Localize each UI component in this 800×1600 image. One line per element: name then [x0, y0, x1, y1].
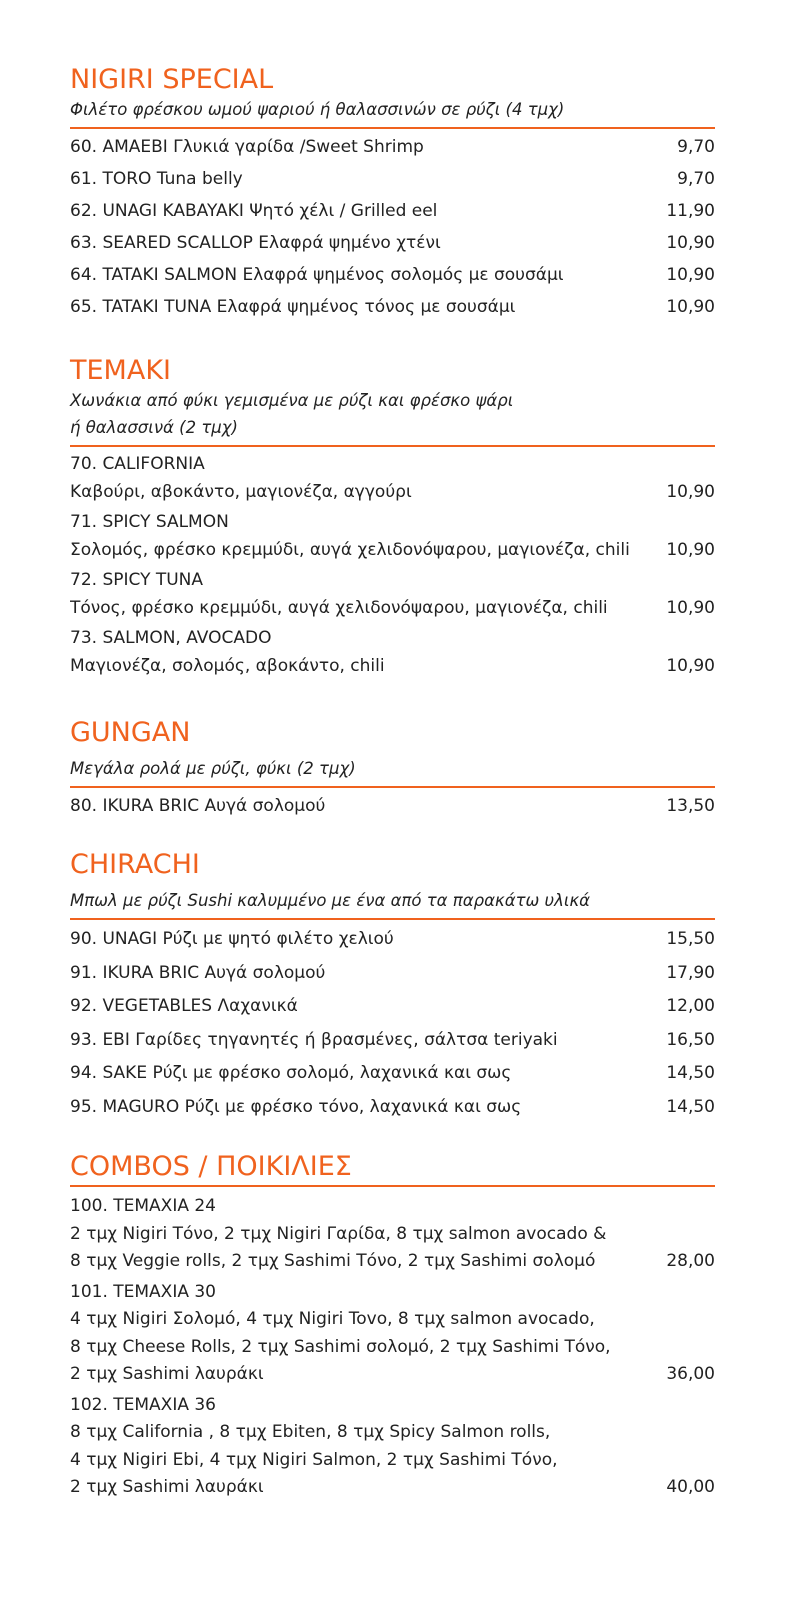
- item-price: 17,90: [666, 962, 715, 983]
- item-name: 100. TEMAXIA 24 2 τμχ Nigiri Τόνο, 2 τμχ Nigiri Γαρίδα, 8 τμχ salmon avocado & 8 τμχ Veggie rolls, 2 τμχ Sashimi Τόνο, 2 τμχ Sashimi σολομό: [70, 1196, 607, 1271]
- item-name: 95. MAGURO Ρύζι με φρέσκο τόνο, λαχανικά και σως: [70, 1096, 522, 1117]
- item-price: 36,00: [666, 1364, 715, 1384]
- menu-item: [70, 790, 715, 822]
- item-price: 10,90: [666, 481, 715, 502]
- item-name: 60. AMAEBI Γλυκιά γαρίδα /Sweet Shrimp: [70, 137, 424, 157]
- item-price: 16,50: [666, 1029, 715, 1050]
- section-divider: [70, 127, 715, 129]
- item-name: 70. CALIFORNIA Καβούρι, αβοκάντο, μαγιονέζα, αγγούρι: [70, 454, 412, 502]
- item-name: 80. IKURA BRIC Αυγά σολομού: [70, 796, 326, 816]
- item-price: 14,50: [666, 1096, 715, 1117]
- item-price: 10,90: [666, 233, 715, 253]
- item-price: 11,90: [666, 201, 715, 221]
- item-name: 65. TATAKI TUNA Ελαφρά ψημένος τόνος με σουσάμι: [70, 297, 516, 317]
- item-price: 9,70: [677, 137, 715, 157]
- menu-item: [70, 195, 715, 227]
- menu-item: [70, 1279, 715, 1392]
- section-divider: [70, 1185, 715, 1187]
- item-price: 9,70: [677, 169, 715, 189]
- menu-item: [70, 451, 715, 509]
- menu-item: [70, 1024, 715, 1058]
- menu-item: [70, 1193, 715, 1279]
- section-title: COMBOS / ΠΟΙΚΙΛΙΕΣ: [70, 1151, 352, 1182]
- item-price: 12,00: [666, 996, 715, 1016]
- item-name: 101. TEMAXIA 30 4 τμχ Nigiri Σολομό, 4 τμχ Nigiri Tovo, 8 τμχ salmon avocado, 8 τμχ Cheese Rolls, 2 τμχ Sashimi σολομό, 2 τμχ Sashimi Τόνο, 2 τμχ Sashimi λαυράκι: [70, 1281, 611, 1384]
- item-name: 102. TEMAXIA 36 8 τμχ California , 8 τμχ Ebiten, 8 τμχ Spicy Salmon rolls, 4 τμχ Nigiri Ebi, 4 τμχ Nigiri Salmon, 2 τμχ Sashimi Τόνο, 2 τμχ Sashimi λαυράκι: [70, 1394, 558, 1497]
- section-title: NIGIRI SPECIAL: [70, 64, 274, 95]
- item-name: 91. IKURA BRIC Αυγά σολομού: [70, 962, 326, 983]
- menu-item: [70, 227, 715, 259]
- menu-item: [70, 259, 715, 291]
- item-price: 10,90: [666, 539, 715, 560]
- item-price: 28,00: [666, 1251, 715, 1271]
- menu-item: [70, 957, 715, 991]
- item-name: 90. UNAGI Ρύζι με ψητό φιλέτο χελιού: [70, 929, 394, 949]
- menu-item: [70, 163, 715, 195]
- item-price: 10,90: [666, 297, 715, 317]
- item-name: 64. TATAKI SALMON Ελαφρά ψημένος σολομός με σουσάμι: [70, 265, 564, 285]
- item-name: 72. SPICY TUNA Τόνος, φρέσκο κρεμμύδι, αυγά χελιδονόψαρου, μαγιονέζα, chili: [70, 570, 608, 618]
- section-temaki: [70, 355, 715, 683]
- menu-item: [70, 1091, 715, 1125]
- menu-item: [70, 567, 715, 625]
- section-divider: [70, 918, 715, 920]
- section-gungan: [70, 717, 715, 822]
- item-name: 93. EBI Γαρίδες τηγανητές ή βρασμένες, σάλτσα teriyaki: [70, 1029, 558, 1050]
- section-nigiri-special: [70, 64, 715, 323]
- item-name: 62. UNAGI KABAYAKI Ψητό χέλι / Grilled eel: [70, 201, 438, 221]
- item-name: 61. TORO Tuna belly: [70, 169, 243, 189]
- menu-item: [70, 291, 715, 323]
- item-name: 73. SALMON, AVOCADO Μαγιονέζα, σολομός, αβοκάντο, chili: [70, 628, 385, 676]
- item-name: 63. SEARED SCALLOP Ελαφρά ψημένο χτένι: [70, 233, 441, 253]
- menu-item: [70, 509, 715, 567]
- item-name: 71. SPICY SALMON Σολομός, φρέσκο κρεμμύδι, αυγά χελιδονόψαρου, μαγιονέζα, chili: [70, 512, 630, 560]
- item-price: 10,90: [666, 655, 715, 676]
- item-price: 14,50: [666, 1063, 715, 1083]
- section-description: Μπωλ με ρύζι Sushi καλυμμένο με ένα από τα παρακάτω υλικά: [70, 891, 591, 910]
- item-price: 15,50: [666, 929, 715, 949]
- menu-item: [70, 131, 715, 163]
- item-name: 92. VEGETABLES Λαχανικά: [70, 996, 298, 1016]
- section-divider: [70, 445, 715, 447]
- menu-item: [70, 923, 715, 957]
- section-title: CHIRACHI: [70, 849, 200, 880]
- menu-item: [70, 1392, 715, 1505]
- item-price: 10,90: [666, 597, 715, 618]
- section-title: GUNGAN: [70, 717, 191, 748]
- menu-item: [70, 990, 715, 1024]
- section-divider: [70, 786, 715, 788]
- section-chirachi: [70, 849, 715, 1124]
- item-name: 94. SAKE Ρύζι με φρέσκο σολομό, λαχανικά και σως: [70, 1063, 512, 1083]
- item-price: 10,90: [666, 265, 715, 285]
- menu-item: [70, 1057, 715, 1091]
- section-description: Χωνάκια από φύκι γεμισμένα με ρύζι και φρέσκο ψάρι ή θαλασσινά (2 τμχ): [70, 391, 514, 437]
- item-price: 40,00: [666, 1477, 715, 1497]
- section-combos: [70, 1151, 715, 1505]
- section-description: Φιλέτο φρέσκου ωμού ψαριού ή θαλασσινών σε ρύζι (4 τμχ): [70, 100, 565, 119]
- section-title: TEMAKI: [70, 355, 171, 386]
- menu-item: [70, 625, 715, 683]
- item-price: 13,50: [666, 796, 715, 816]
- section-description: Μεγάλα ρολά με ρύζι, φύκι (2 τμχ): [70, 759, 356, 778]
